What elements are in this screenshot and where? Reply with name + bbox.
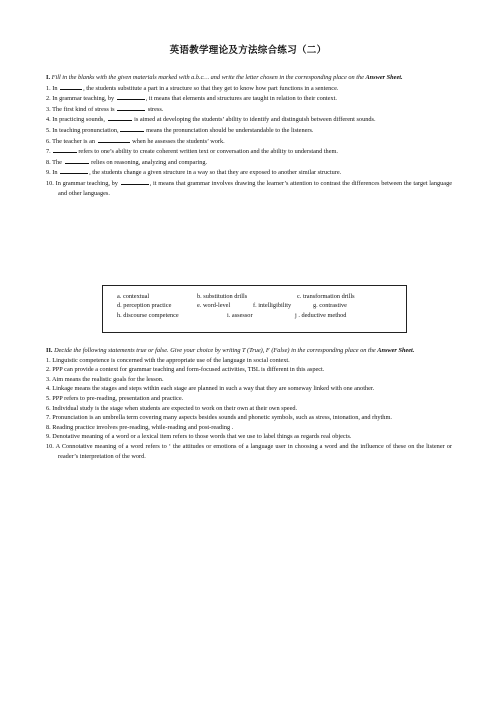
question-text: 6. The teacher is an bbox=[46, 137, 96, 145]
question-item bbox=[46, 178, 452, 198]
statement-item: 3. Aim means the realistic goals for the lesson. bbox=[46, 375, 164, 383]
section-1-instructions: Fill in the blanks with the given materials marked with a.b.c… and write the letter chosen in the corresponding place on the bbox=[51, 74, 364, 81]
section-1-heading bbox=[46, 73, 452, 83]
answer-blank bbox=[98, 136, 130, 143]
option-item: f. intelligibility bbox=[253, 302, 292, 310]
statement-item: 6. Individual study is the stage when students are expected to work on their own at their own speed. bbox=[46, 404, 298, 412]
question-item bbox=[46, 93, 452, 104]
answer-blank bbox=[60, 167, 88, 174]
question-text: 7. bbox=[46, 148, 51, 156]
option-item: a. contextual bbox=[117, 293, 150, 300]
question-text: when he assesses the students’ work. bbox=[132, 137, 225, 145]
answer-sheet-label: Answer Sheet. bbox=[365, 74, 403, 81]
question-text: means the pronunciation should be understandable to the listeners. bbox=[146, 126, 314, 134]
question-item bbox=[46, 136, 452, 147]
question-item bbox=[46, 114, 452, 125]
question-text: stress. bbox=[147, 105, 164, 113]
answer-blank bbox=[117, 104, 145, 111]
question-text: 2. In grammar teaching, by bbox=[46, 95, 115, 103]
options-row bbox=[117, 311, 406, 320]
statement-item: 4. Linkage means the stages and steps within each stage are planned in such a way that they are someway linked with one another. bbox=[46, 385, 375, 393]
statement-item: 10. A Connotative meaning of a word refers to ‘ the attitudes or emotions of a language user in choosing a word and the influence of these on the listener or reader’s interpretation of the word. bbox=[46, 442, 452, 460]
answer-sheet-label: Answer Sheet. bbox=[377, 347, 415, 354]
section-1 bbox=[46, 73, 452, 198]
question-text: 8. The bbox=[46, 158, 62, 166]
option-item: e. word-level bbox=[197, 302, 231, 310]
answer-blank bbox=[60, 83, 82, 90]
option-item: j . deductive method bbox=[295, 311, 347, 319]
question-text: 10. In grammar teaching, by bbox=[46, 179, 118, 187]
question-item bbox=[46, 167, 452, 178]
option-item: g. contrastive bbox=[313, 302, 347, 310]
statement-item: 1. Linguistic competence is concerned with the appropriate use of the language in social context. bbox=[46, 356, 290, 364]
section-1-number: I. bbox=[46, 74, 51, 81]
section-2-instructions: Decide the following statements true or false. Give your choice by writing T (True), F (False) in the corresponding place on the bbox=[54, 347, 376, 354]
option-item: d. perception practice bbox=[117, 302, 172, 310]
question-text: , the students substitute a part in a structure so that they get to know how part functions in a sentence. bbox=[83, 84, 339, 92]
statement-item: 5. PPP refers to pre-reading, presentation and practice. bbox=[46, 394, 184, 402]
option-item: i. assessor bbox=[227, 311, 253, 319]
statement-item: 7. Pronunciation is an umbrella term covering many aspects besides sounds and phonetic symbols, such as stress, intonation, and rhythm. bbox=[46, 414, 392, 422]
question-text: relies on reasoning, analyzing and comparing. bbox=[91, 158, 208, 166]
question-text: 5. In teaching pronunciation, bbox=[46, 126, 119, 134]
question-text: , it means that elements and structures are taught in relation to their context. bbox=[145, 95, 337, 103]
question-item bbox=[46, 83, 452, 94]
question-text: 1. In bbox=[46, 84, 58, 92]
options-row bbox=[117, 292, 406, 301]
section-2-heading bbox=[46, 346, 452, 356]
section-2 bbox=[46, 346, 452, 461]
question-item bbox=[46, 125, 452, 136]
option-item: b. substitution drills bbox=[197, 293, 248, 300]
option-item: h. discourse competence bbox=[117, 311, 179, 319]
question-item bbox=[46, 146, 452, 157]
answer-blank bbox=[120, 125, 144, 132]
question-item bbox=[46, 104, 452, 115]
answer-blank bbox=[108, 114, 132, 121]
question-text: 4. In practicing sounds, bbox=[46, 116, 105, 124]
statement-item: 9. Denotative meaning of a word or a lexical item refers to those words that we use to label things as regards real objects. bbox=[46, 433, 352, 441]
answer-blank bbox=[121, 178, 149, 185]
statement-item: 8. Reading practice involves pre-reading, while-reading and post-reading . bbox=[46, 423, 234, 431]
question-text: 9. In bbox=[46, 169, 58, 177]
answer-blank bbox=[53, 146, 77, 153]
section-2-number: II. bbox=[46, 347, 53, 354]
question-text: , it means that grammar involves drawing the learner’s attention to contrast the differences between the target language and other languages. bbox=[58, 179, 453, 197]
options-row bbox=[117, 301, 406, 310]
question-text: , the students change a given structure in a way so that they are exposed to another similar structure. bbox=[89, 169, 342, 177]
question-item bbox=[46, 157, 452, 168]
question-text: 3. The first kind of stress is bbox=[46, 105, 115, 113]
options-box bbox=[102, 285, 407, 333]
question-text: refers to one’s ability to create coherent written text or conversation and the ability to understand them. bbox=[78, 148, 338, 156]
statement-item: 2. PPP can provide a context for grammar teaching and form-focused activities, TBL is different in this aspect. bbox=[46, 366, 325, 374]
question-text: is aimed at developing the students’ ability to identify and distinguish between different sounds. bbox=[134, 116, 376, 124]
answer-blank bbox=[117, 93, 145, 100]
option-item: c. transformation drills bbox=[297, 293, 355, 300]
page-title: 英语教学理论及方法综合练习（二） bbox=[169, 45, 327, 56]
answer-blank bbox=[65, 157, 89, 164]
